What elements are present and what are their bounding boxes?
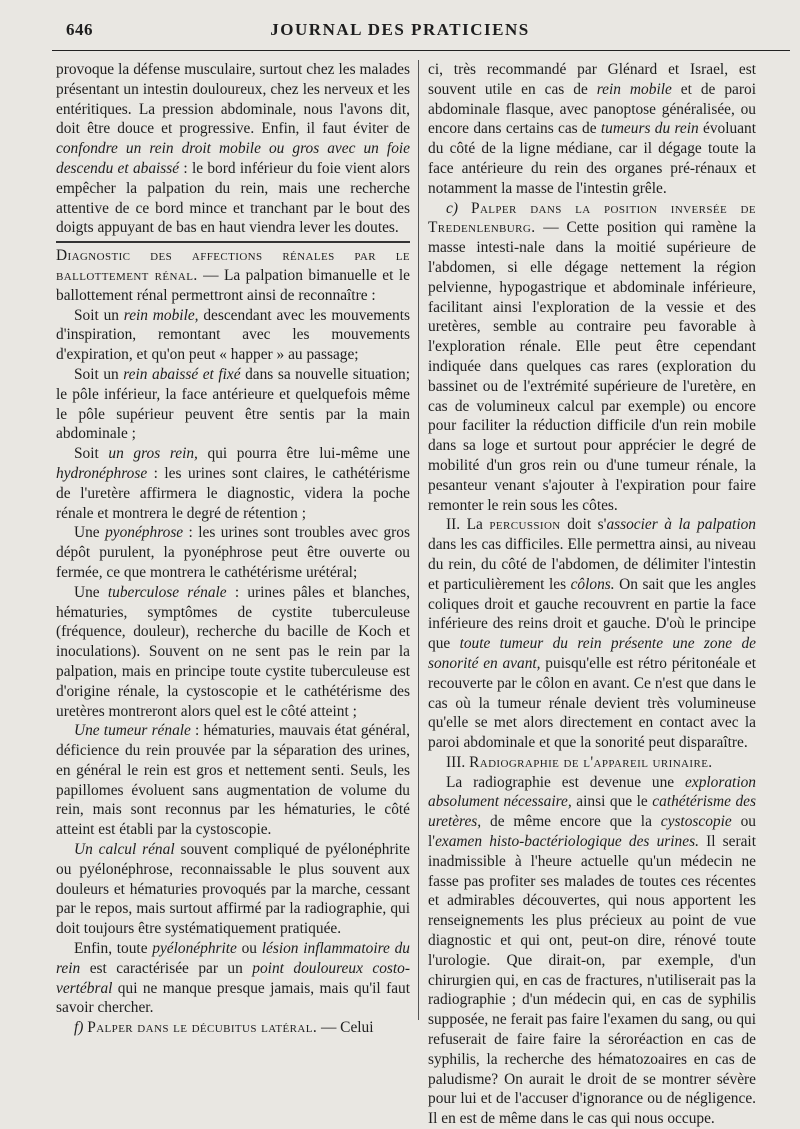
italic-run: cystoscopie: [660, 813, 732, 831]
text-run: provoque la défense musculaire, surtout chez les malades présentant un intestin douloureux, chez les nerveux et les entéritiques. La pression abdominale, nous l'avons dit, doit être douce et progressive. Enfin, il faut éviter de: [56, 61, 410, 138]
italic-run: exploration absolument nécessaire,: [428, 773, 756, 811]
italic-run: Un calcul rénal: [74, 841, 175, 859]
text-run: : hématuries, mauvais état général, déficience du rein prouvée par la séparation des urines, en général le rein est gros et nettement senti. Seuls, les papillomes évoluent sans augmentation de volume du rein, mais sont reconnus par les hématuries, le côté atteint est établi par la cystoscopie.: [56, 722, 410, 839]
section-heading-paragraph: [428, 199, 756, 516]
text-run: ci, très recommandé par Glénard et Israel, est souvent utile en cas de: [428, 61, 756, 98]
italic-run: cathétérisme des uretères,: [428, 793, 756, 831]
text-run: On sait que les angles coliques droit et gauche recouvrent en partie la face inférieure des reins droit et gauche. D'où le principe que: [428, 575, 757, 653]
text-run: III.: [446, 753, 470, 771]
text-run: ou: [236, 940, 262, 958]
text-run: et de paroi abdominale flasque, avec panoptose généralisée, ou encore dans certains cas de: [428, 80, 756, 138]
text-run: de même encore que la: [481, 813, 661, 831]
italic-run: un gros rein,: [108, 445, 198, 463]
paragraph: [428, 773, 756, 1129]
page-number: 646: [66, 20, 93, 39]
text-run: : les urines sont claires, le cathétérisme de l'uretère affirmera le diagnostic, videra la poche rénale et montrera le degré de rétention ;: [56, 464, 410, 522]
paragraph: [56, 939, 410, 1018]
text-run: : urines pâles et blanches, hématuries, symptômes de cystite tuberculeuse (fréquence, douleur), recherche du bacille de Koch et inoculations). Souvent on ne sent pas le rein par la palpation, mais en principe toute cystite tuberculeuse est d'origine rénale, la cystoscopie et le cathétérisme des uretères montreront alors quel est le côté atteint ;: [56, 583, 410, 720]
list-marker: f): [74, 1019, 88, 1037]
italic-run: rein mobile,: [123, 306, 199, 324]
section-heading-paragraph: [428, 753, 756, 773]
italic-run: pyélonéphrite: [152, 940, 237, 958]
text-run: dans les cas difficiles. Elle permettra ainsi, au niveau du rein, du côté de l'abdomen, de délimiter l'intestin et particulièrement les: [428, 536, 756, 593]
text-run: Une: [74, 524, 106, 542]
text-run: qui ne manque presque jamais, mais qu'il faut savoir chercher.: [56, 979, 410, 1017]
paragraph: [56, 523, 410, 582]
paragraph: [56, 365, 410, 444]
italic-run: associer à la palpation: [606, 516, 756, 534]
italic-run: confondre un rein droit mobile ou gros avec un foie descendu et abaissé: [56, 140, 410, 177]
text-run: doit s': [560, 516, 607, 534]
italic-run: tuberculose rénale: [107, 583, 227, 601]
text-run: II. La: [446, 516, 490, 534]
right-column: [428, 60, 756, 1129]
column-divider: [418, 60, 419, 1020]
section-heading-paragraph: [428, 515, 756, 753]
text-run: évoluant du côté de la ligne médiane, car il dégage toute la face antérieure du rein des organes pré-rénaux et notamment la masse de l'intestin grêle.: [428, 120, 756, 197]
text-run: Il serait inadmissible à l'heure actuelle qu'un médecin ne fasse pas profiter ses malades de toutes ces récentes et admirables découvertes, qui nous apportent les renseignements les plus précieux au point de vue diagnostic et qui ont, peut-on dire, rénové toute l'urologie. Que dirait-on, par exemple, d'un chirurgien qui, en cas de fractures, n'utiliserait pas la radiographie ; d'un médecin qui, en cas de syphilis supposée, ne ferait pas faire l'examen du sang, ou qui refuserait de faire faire la séroréaction en cas de syphilis, la recherche des hématozoaires en cas de paludisme? On aurait le droit de se montrer sévère pour lui et de l'accuser d'ignorance ou de négligence. Il en est de même dans le cas qui nous occupe.: [428, 833, 757, 1128]
italic-run: rein abaissé et fixé: [123, 365, 241, 383]
section-heading: Radiographie de l'appareil urinaire.: [469, 753, 713, 771]
running-title: JOURNAL DES PRATICIENS: [270, 20, 530, 39]
italic-run: pyonéphrose: [105, 524, 184, 542]
text-run: : les urines sont troubles avec gros dépôt purulent, la pyonéphrose peut être ouverte ou fermée, ce que montrera le cathétérisme urétéral;: [56, 524, 410, 581]
italic-run: point douloureux costo-vertébral: [56, 959, 410, 997]
text-run: est caractérisée par un: [80, 959, 253, 977]
text-run: Soit: [74, 445, 109, 463]
italic-run: hydronéphrose: [56, 464, 148, 482]
italic-run: examen histo-bactériologique des urines.: [435, 833, 699, 851]
paragraph: [56, 721, 410, 840]
text-run: Soit un: [74, 365, 124, 383]
paragraph: [56, 583, 410, 722]
page-header: [0, 0, 800, 56]
section-heading: Diagnostic des affections rénales par le ballottement rénal.: [56, 247, 410, 284]
italic-run: Une tumeur rénale: [74, 722, 191, 740]
section-heading-paragraph: [56, 246, 410, 305]
italic-run: côlons.: [570, 575, 615, 593]
paragraph: [56, 306, 410, 365]
paragraph: [56, 840, 410, 939]
section-heading-paragraph: [56, 1018, 410, 1038]
section-heading: Palper dans le décubitus latéral.: [87, 1019, 318, 1037]
text-run: dans sa nouvelle situation; le pôle inférieur, la face antérieure et quelquefois même le pôle supérieur peuvent être sentis par la main abdominale ;: [56, 365, 410, 443]
text-run: : le bord inférieur du foie vient alors empêcher la palpation du rein, mais une recherche attentive de ce bord mince et tranchant par le bout des doigts appuyant de bas en haut viendra lever les doutes.: [56, 159, 410, 237]
text-run: — La palpation bimanuelle et le ballottement rénal permettront ainsi de reconnaître :: [56, 266, 410, 304]
text-run: qui pourra être lui-même une: [197, 445, 411, 463]
text-run: ou l': [428, 813, 756, 851]
text-run: puisqu'elle est rétro péritonéale et recouverte par le côlon en avant. Ce n'est que dans le cas où la tumeur rénale devient très volumineuse qu'elle se met alors directement en contact avec la paroi abdominale et que la sonorité peut disparaître.: [428, 654, 756, 752]
text-run: — Celui: [317, 1019, 374, 1037]
paragraph: [428, 60, 756, 199]
text-run: Une: [74, 583, 108, 601]
italic-run: tumeurs du rein: [600, 120, 699, 138]
section-heading: Palper dans la position inversée de Tredenlenburg.: [428, 199, 757, 237]
list-marker: c): [446, 199, 471, 217]
text-run: descendant avec les mouvements d'inspiration, remontant avec les mouvements d'expiration, et qu'on peut « happer » au passage;: [56, 306, 410, 364]
paragraph: [56, 444, 410, 523]
italic-run: lésion inflammatoire du rein: [56, 940, 410, 977]
text-run: Enfin, toute: [74, 940, 153, 958]
left-column: [56, 60, 410, 1038]
italic-run: toute tumeur du rein présente une zone de sonorité en avant,: [428, 635, 756, 672]
text-run: souvent compliqué de pyélonéphrite ou pyélonéphrose, reconnaissable le plus souvent aux douleurs et hématuries provoqués par la marche, cessant par le repos, mais surtout affirmé par la radiographie, qui doit toujours être systématiquement pratiquée.: [56, 841, 410, 938]
section-rule: [56, 241, 410, 243]
header-rule: [52, 50, 790, 51]
text-run: Soit un: [74, 306, 124, 324]
text-run: — Cette position qui ramène la masse intesti-nale dans la moitié supérieure de l'abdomen, si elle dégage nettement la région pelvienne, hypogastrique et abdominale inférieure, facilitant ainsi l'exploration de la vessie et des uretères, semble au contraire peu favorable à l'exploration rénale. Elle peut être cependant indiquée dans quelques cas rares (exploration du bassinet ou de l'extrémité supérieure de l'uretère, en cas de volumineux calcul par exemple) ou encore pour faciliter la réduction difficile d'un rein mobile dans sa loge et surtout pour apprécier le degré de mobilité d'un gros rein ou d'une tumeur rénale, la pesanteur venant s'ajouter à l'expiration pour faire remonter le rein sous les côtes.: [428, 219, 756, 514]
paragraph: [56, 60, 410, 238]
section-heading: percussion: [489, 516, 561, 534]
text-run: ainsi que le: [571, 793, 653, 811]
italic-run: rein mobile: [596, 80, 672, 98]
text-run: La radiographie est devenue une: [446, 773, 686, 791]
